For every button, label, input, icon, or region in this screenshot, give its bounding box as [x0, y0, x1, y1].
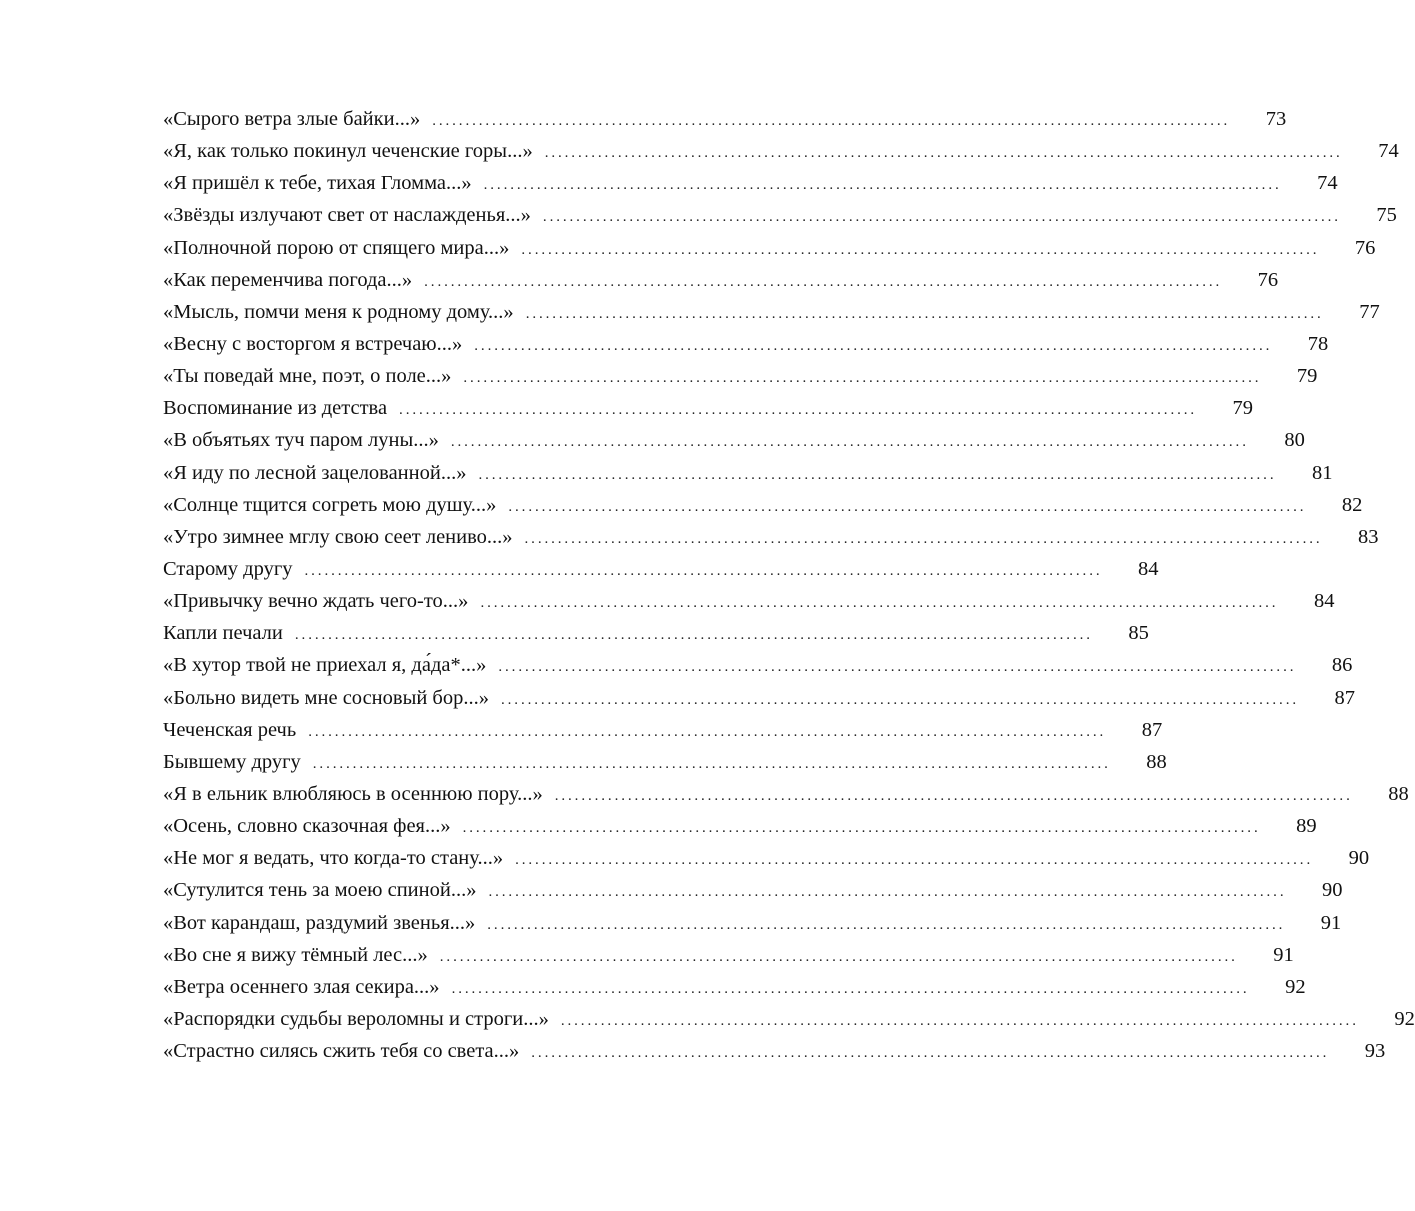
dot-leader: ........................................................................................................................ [560, 1012, 1359, 1029]
toc-entry [163, 649, 1353, 681]
toc-entry-page-number: 87 [1141, 718, 1163, 741]
toc-entry [163, 489, 1363, 521]
toc-entry-title: «Полночной порою от спящего мира...» [163, 236, 510, 259]
toc-entry [163, 199, 1397, 231]
toc-entry-title: «Я в ельник влюбляюсь в осеннюю пору...» [163, 782, 543, 805]
dot-leader: ........................................................................................................................ [463, 370, 1262, 387]
dot-leader: ........................................................................................................................ [554, 787, 1353, 804]
toc-entry-title: Бывшему другу [163, 750, 301, 773]
toc-entry-page-number: 85 [1128, 622, 1149, 645]
toc-entry-title: «Привычку вечно ждать чего-то...» [163, 590, 469, 613]
toc-entry-title: «Больно видеть мне сосновый бор...» [163, 686, 489, 709]
toc-entry-title: Капли печали [163, 622, 283, 645]
toc-entry [163, 232, 1376, 264]
dot-leader: ........................................................................................................................ [474, 337, 1273, 354]
dot-leader: ........................................................................................................................ [488, 884, 1287, 901]
toc-entry-page-number: 88 [1388, 782, 1409, 805]
toc-entry-title: «Как переменчива погода...» [163, 268, 413, 291]
toc-entry [163, 907, 1342, 939]
toc-entry [163, 714, 1163, 746]
dot-leader: ........................................................................................................................ [312, 755, 1111, 772]
toc-entry-page-number: 80 [1284, 429, 1305, 452]
dot-leader: ........................................................................................................................ [544, 145, 1343, 162]
table-of-contents [163, 103, 1415, 1067]
toc-entry [163, 842, 1370, 874]
toc-entry [163, 874, 1343, 906]
toc-entry [163, 682, 1355, 714]
toc-entry [163, 521, 1379, 553]
toc-entry [163, 392, 1254, 424]
toc-entry [163, 360, 1318, 392]
toc-entry-page-number: 89 [1296, 815, 1317, 838]
dot-leader: ........................................................................................................................ [480, 595, 1279, 612]
toc-entry [163, 1003, 1415, 1035]
toc-entry [163, 971, 1306, 1003]
toc-entry [163, 939, 1294, 971]
toc-entry-title: «Во сне я вижу тёмный лес...» [163, 943, 428, 966]
toc-entry-title: «Осень, словно сказочная фея...» [163, 815, 451, 838]
dot-leader: ........................................................................................................................ [478, 466, 1277, 483]
toc-entry-page-number: 74 [1317, 172, 1338, 195]
dot-leader: ........................................................................................................................ [515, 852, 1314, 869]
toc-entry-page-number: 88 [1146, 750, 1167, 773]
toc-entry-page-number: 93 [1364, 1040, 1386, 1063]
toc-entry-title: «Мысль, помчи меня к родному дому...» [163, 300, 514, 323]
dot-leader: ........................................................................................................................ [525, 305, 1324, 322]
toc-entry-page-number: 77 [1359, 300, 1380, 323]
dot-leader: ........................................................................................................................ [432, 113, 1231, 129]
dot-leader: ........................................................................................................................ [450, 434, 1249, 451]
toc-entry-page-number: 92 [1394, 1007, 1415, 1030]
dot-leader: ........................................................................................................................ [424, 273, 1223, 290]
toc-entry-title: «Утро зимнее мглу свою сеет лениво...» [163, 525, 513, 548]
dot-leader: ........................................................................................................................ [524, 530, 1323, 547]
toc-entry-page-number: 79 [1296, 365, 1318, 388]
toc-entry-page-number: 83 [1358, 525, 1379, 548]
toc-entry-title: «Звёзды излучают свет от наслажденья...» [163, 204, 531, 227]
toc-entry-title: «Вот карандаш, раздумий звенья...» [163, 911, 476, 934]
dot-leader: ........................................................................................................................ [498, 659, 1297, 676]
toc-entry-page-number: 73 [1265, 108, 1287, 130]
toc-entry [163, 457, 1333, 489]
toc-entry-page-number: 75 [1376, 204, 1397, 227]
toc-entry-title: «Страстно силясь сжить тебя со света...» [163, 1040, 520, 1063]
toc-entry-title: «Я пришёл к тебе, тихая Гломма...» [163, 172, 472, 195]
toc-entry-title: «Я, как только покинул чеченские горы...» [163, 140, 533, 163]
toc-entry-title: Чеченская речь [163, 718, 297, 741]
toc-entry [163, 585, 1335, 617]
toc-entry-page-number: 78 [1307, 332, 1329, 355]
dot-leader: ........................................................................................................................ [487, 916, 1286, 933]
toc-entry-title: «В объятьях туч паром луны...» [163, 429, 439, 452]
dot-leader: ........................................................................................................................ [508, 498, 1307, 515]
toc-entry-page-number: 90 [1348, 847, 1370, 870]
dot-leader: ........................................................................................................................ [542, 209, 1341, 226]
toc-entry-title: Старому другу [163, 557, 293, 580]
toc-entry-page-number: 91 [1273, 943, 1294, 966]
toc-entry-title: «Ты поведай мне, поэт, о поле...» [163, 365, 452, 388]
toc-entry-page-number: 76 [1354, 236, 1376, 259]
dot-leader: ........................................................................................................................ [304, 562, 1103, 579]
toc-entry-title: «Ветра осеннего злая секира...» [163, 975, 440, 998]
dot-leader: ........................................................................................................................ [531, 1045, 1330, 1062]
toc-entry [163, 1035, 1386, 1067]
dot-leader: ........................................................................................................................ [462, 820, 1261, 837]
dot-leader: ........................................................................................................................ [294, 627, 1093, 644]
toc-entry-page-number: 86 [1331, 654, 1353, 677]
toc-entry [163, 617, 1149, 649]
toc-entry-page-number: 79 [1232, 397, 1254, 420]
toc-entry [163, 778, 1409, 810]
toc-entry-title: «Не мог я ведать, что когда-то стану...» [163, 847, 504, 870]
toc-entry-page-number: 74 [1378, 140, 1399, 163]
toc-entry [163, 424, 1305, 456]
toc-entry-page-number: 76 [1257, 268, 1279, 291]
toc-entry-page-number: 84 [1313, 590, 1335, 613]
toc-entry [163, 135, 1399, 167]
toc-entry [163, 810, 1317, 842]
dot-leader: ........................................................................................................................ [308, 723, 1107, 740]
toc-entry [163, 328, 1329, 360]
dot-leader: ........................................................................................................................ [439, 948, 1238, 965]
toc-entry-page-number: 81 [1311, 461, 1333, 484]
dot-leader: ........................................................................................................................ [501, 691, 1299, 708]
toc-entry [163, 746, 1167, 778]
toc-entry-page-number: 91 [1320, 911, 1342, 934]
dot-leader: ........................................................................................................................ [451, 980, 1250, 997]
toc-entry-page-number: 92 [1285, 975, 1306, 998]
toc-entry [163, 553, 1159, 585]
toc-entry-title: «Сутулится тень за моею спиной...» [163, 879, 477, 902]
toc-entry-title: Воспоминание из детства [163, 397, 388, 420]
toc-entry [163, 296, 1380, 328]
toc-entry-page-number: 82 [1341, 493, 1363, 516]
toc-entry-title: «Солнце тщится согреть мою душу...» [163, 493, 497, 516]
toc-entry-title: «Сырого ветра злые байки...» [163, 108, 421, 130]
toc-entry-title: «Весну с восторгом я встречаю...» [163, 332, 463, 355]
toc-entry-title: «В хутор твой не приехал я, да́да*...» [163, 654, 487, 677]
toc-entry-page-number: 84 [1138, 557, 1159, 580]
dot-leader: ........................................................................................................................ [399, 402, 1198, 419]
toc-entry-title: «Я иду по лесной зацелованной...» [163, 461, 467, 484]
dot-leader: ........................................................................................................................ [483, 177, 1282, 194]
dot-leader: ........................................................................................................................ [521, 241, 1320, 258]
toc-entry [163, 264, 1279, 296]
toc-entry-page-number: 87 [1334, 686, 1355, 709]
toc-entry-title: «Распорядки судьбы вероломны и строги...» [163, 1007, 549, 1030]
toc-entry-page-number: 90 [1321, 879, 1343, 902]
toc-entry [163, 167, 1338, 199]
toc-entry [163, 103, 1287, 135]
